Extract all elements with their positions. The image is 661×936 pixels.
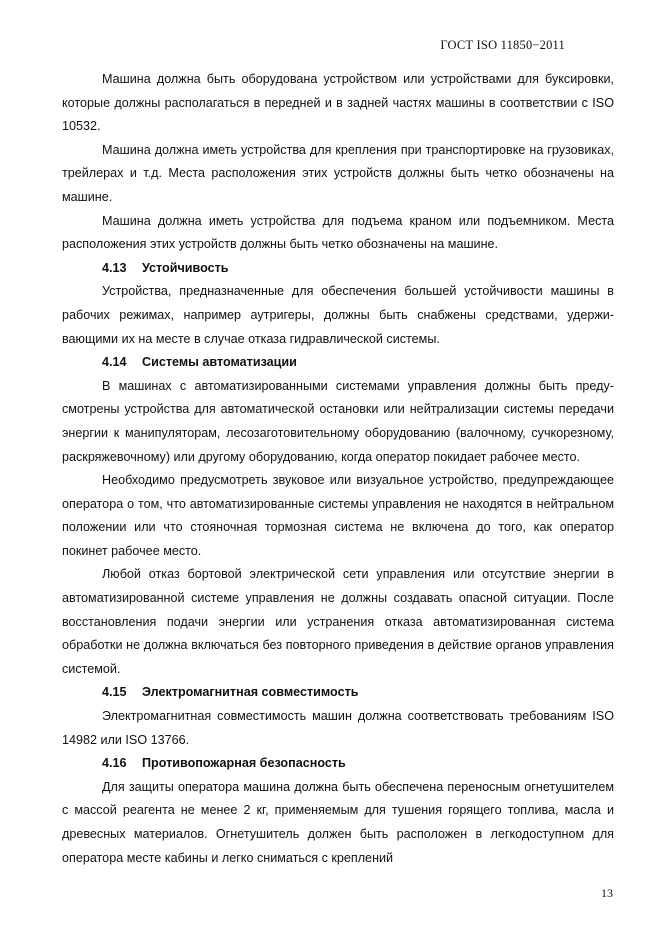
paragraph: Для защиты оператора машина должна быть обеспечена переносным огнетушителем с массой реагента не менее 2 кг, применяемым для тушения горящего топлива, масла и древесных материалов. Огнетушитель должен быть расположен в легкодоступном для оператора месте кабины и легко сниматься с креплений	[62, 779, 614, 865]
section-heading-4-13	[62, 257, 614, 281]
section-heading-4-15	[62, 681, 614, 705]
paragraph: Необходимо предусмотреть звуковое или визуальное устройство, предупреждающее оператора о том, что автоматизированные системы управления не находятся в нейтральном положении или что стояночная тормозная система не включена до того, как оператор покинет рабочее место.	[62, 473, 614, 558]
page-number: 13	[601, 886, 613, 900]
document-id: ГОСТ ISO 11850−2011	[440, 38, 565, 52]
section-title: Противопожарная безопасность	[142, 756, 346, 771]
paragraph: Машина должна быть оборудована устройством или устройствами для буксировки, которые должны располагаться в передней и в задней частях машины в соответствии с ISO 10532.	[62, 72, 614, 134]
paragraph: Любой отказ бортовой электрической сети управления или отсутствие энергии в автоматизированной системе управления не должны создавать опасной ситуации. После восстановления подачи энергии или устранения отказа автоматизированная система обработки не должна включаться без повторного приведения в действие органов управления системой.	[62, 567, 614, 676]
section-title: Устойчивость	[142, 260, 229, 275]
paragraph: Электромагнитная совместимость машин должна соответствовать требованиям ISO 14982 или ISO 13766.	[62, 709, 614, 747]
section-title: Системы автоматизации	[142, 355, 297, 370]
section-heading-4-14	[62, 351, 614, 375]
paragraph: В машинах с автоматизированными системами управления должны быть предусмотрены устройства для автоматической остановки или нейтрализации системы передачи энергии к манипуляторам, лесозаготовительному оборудованию (валочному, сучкорезному, раскряжевочному) или другому оборудованию, когда оператор покидает рабочее место.	[62, 378, 614, 464]
paragraph: Устройства, предназначенные для обеспечения большей устойчивости машины в рабочих режимах, например аутригеры, должны быть снабжены средствами, удерживающими их на месте в случае отказа гидравлической системы.	[62, 284, 614, 346]
page-content	[62, 68, 614, 870]
section-number: 4.14	[102, 355, 127, 370]
section-number: 4.15	[102, 685, 127, 700]
paragraph: Машина должна иметь устройства для подъема краном или подъемником. Места расположения этих устройств должны быть четко обозначены на машине.	[62, 213, 614, 252]
section-title: Электромагнитная совместимость	[142, 685, 359, 700]
section-number: 4.13	[102, 260, 127, 275]
paragraph: Машина должна иметь устройства для крепления при транспортировке на грузовиках, трейлерах и т.д. Места расположения этих устройств должны быть четко обозначены на машине.	[62, 142, 614, 204]
section-number: 4.16	[102, 756, 127, 771]
document-header	[440, 38, 565, 53]
section-heading-4-16	[62, 752, 614, 776]
